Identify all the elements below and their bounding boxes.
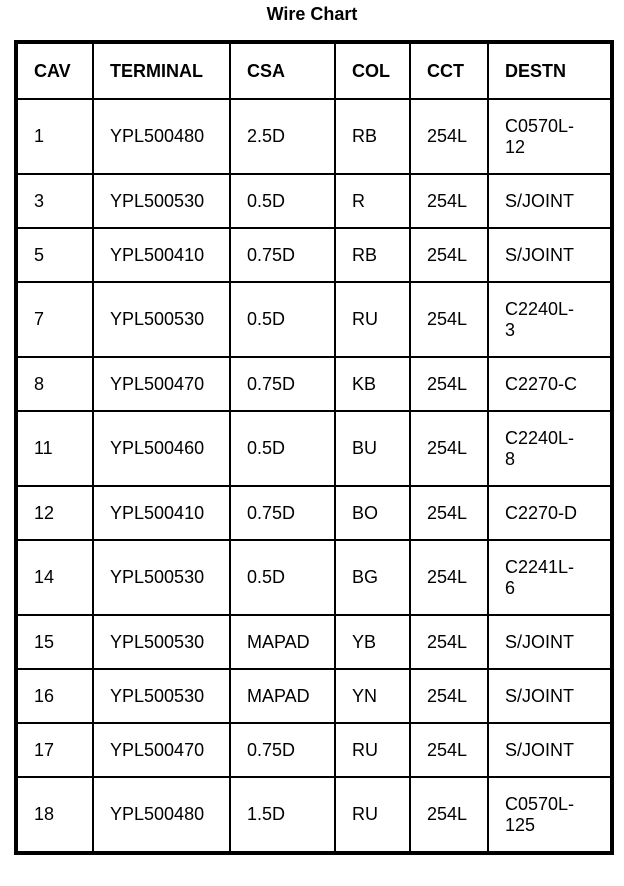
cell-col: RB xyxy=(335,99,410,174)
header-destn: DESTN xyxy=(488,43,611,99)
table-row xyxy=(17,669,611,723)
chart-title: Wire Chart xyxy=(266,4,358,24)
cell-cav: 15 xyxy=(17,615,93,669)
header-cct: CCT xyxy=(410,43,488,99)
cell-col: RU xyxy=(335,777,410,852)
cell-destn: C2270-D xyxy=(488,486,611,540)
cell-col: KB xyxy=(335,357,410,411)
cell-cav: 14 xyxy=(17,540,93,615)
table-row xyxy=(17,777,611,852)
cell-terminal: YPL500480 xyxy=(93,777,230,852)
cell-destn: S/JOINT xyxy=(488,615,611,669)
cell-col: R xyxy=(335,174,410,228)
cell-csa: 0.5D xyxy=(230,282,335,357)
table-row xyxy=(17,723,611,777)
cell-cct: 254L xyxy=(410,99,488,174)
cell-cct: 254L xyxy=(410,615,488,669)
cell-csa: 2.5D xyxy=(230,99,335,174)
cell-cct: 254L xyxy=(410,411,488,486)
header-row xyxy=(17,43,611,99)
cell-terminal: YPL500410 xyxy=(93,228,230,282)
cell-csa: MAPAD xyxy=(230,669,335,723)
table-row xyxy=(17,540,611,615)
header-col: COL xyxy=(335,43,410,99)
cell-terminal: YPL500410 xyxy=(93,486,230,540)
cell-csa: 0.5D xyxy=(230,540,335,615)
cell-destn: C0570L- 125 xyxy=(488,777,611,852)
cell-cct: 254L xyxy=(410,669,488,723)
cell-terminal: YPL500530 xyxy=(93,615,230,669)
cell-col: YB xyxy=(335,615,410,669)
cell-destn: S/JOINT xyxy=(488,228,611,282)
cell-destn: C0570L- 12 xyxy=(488,99,611,174)
cell-col: BU xyxy=(335,411,410,486)
cell-cav: 1 xyxy=(17,99,93,174)
cell-destn: C2241L- 6 xyxy=(488,540,611,615)
cell-cct: 254L xyxy=(410,174,488,228)
cell-cav: 7 xyxy=(17,282,93,357)
table-body xyxy=(17,99,611,852)
cell-csa: 0.75D xyxy=(230,228,335,282)
cell-col: RU xyxy=(335,723,410,777)
cell-cav: 17 xyxy=(17,723,93,777)
cell-csa: MAPAD xyxy=(230,615,335,669)
table-row xyxy=(17,282,611,357)
header-terminal: TERMINAL xyxy=(93,43,230,99)
cell-csa: 0.5D xyxy=(230,174,335,228)
table-row xyxy=(17,228,611,282)
table-row xyxy=(17,99,611,174)
cell-terminal: YPL500470 xyxy=(93,357,230,411)
cell-cav: 18 xyxy=(17,777,93,852)
cell-cav: 3 xyxy=(17,174,93,228)
cell-cav: 12 xyxy=(17,486,93,540)
cell-terminal: YPL500470 xyxy=(93,723,230,777)
cell-destn: C2270-C xyxy=(488,357,611,411)
cell-terminal: YPL500530 xyxy=(93,669,230,723)
cell-terminal: YPL500530 xyxy=(93,282,230,357)
cell-csa: 0.75D xyxy=(230,723,335,777)
cell-cav: 5 xyxy=(17,228,93,282)
cell-csa: 1.5D xyxy=(230,777,335,852)
cell-csa: 0.75D xyxy=(230,486,335,540)
cell-destn: S/JOINT xyxy=(488,723,611,777)
cell-cav: 16 xyxy=(17,669,93,723)
cell-cct: 254L xyxy=(410,723,488,777)
table-row xyxy=(17,486,611,540)
table-row xyxy=(17,615,611,669)
cell-csa: 0.5D xyxy=(230,411,335,486)
wire-table xyxy=(14,40,614,855)
cell-col: YN xyxy=(335,669,410,723)
cell-csa: 0.75D xyxy=(230,357,335,411)
cell-col: RB xyxy=(335,228,410,282)
table-row xyxy=(17,174,611,228)
cell-col: BG xyxy=(335,540,410,615)
cell-col: RU xyxy=(335,282,410,357)
cell-terminal: YPL500460 xyxy=(93,411,230,486)
cell-cct: 254L xyxy=(410,777,488,852)
header-csa: CSA xyxy=(230,43,335,99)
cell-terminal: YPL500530 xyxy=(93,540,230,615)
cell-cct: 254L xyxy=(410,357,488,411)
cell-destn: C2240L- 8 xyxy=(488,411,611,486)
cell-cct: 254L xyxy=(410,540,488,615)
cell-terminal: YPL500480 xyxy=(93,99,230,174)
cell-cct: 254L xyxy=(410,228,488,282)
header-cav: CAV xyxy=(17,43,93,99)
cell-terminal: YPL500530 xyxy=(93,174,230,228)
cell-destn: S/JOINT xyxy=(488,174,611,228)
cell-destn: C2240L- 3 xyxy=(488,282,611,357)
cell-col: BO xyxy=(335,486,410,540)
cell-cav: 11 xyxy=(17,411,93,486)
table-row xyxy=(17,357,611,411)
cell-cav: 8 xyxy=(17,357,93,411)
cell-cct: 254L xyxy=(410,486,488,540)
table-row xyxy=(17,411,611,486)
cell-destn: S/JOINT xyxy=(488,669,611,723)
cell-cct: 254L xyxy=(410,282,488,357)
